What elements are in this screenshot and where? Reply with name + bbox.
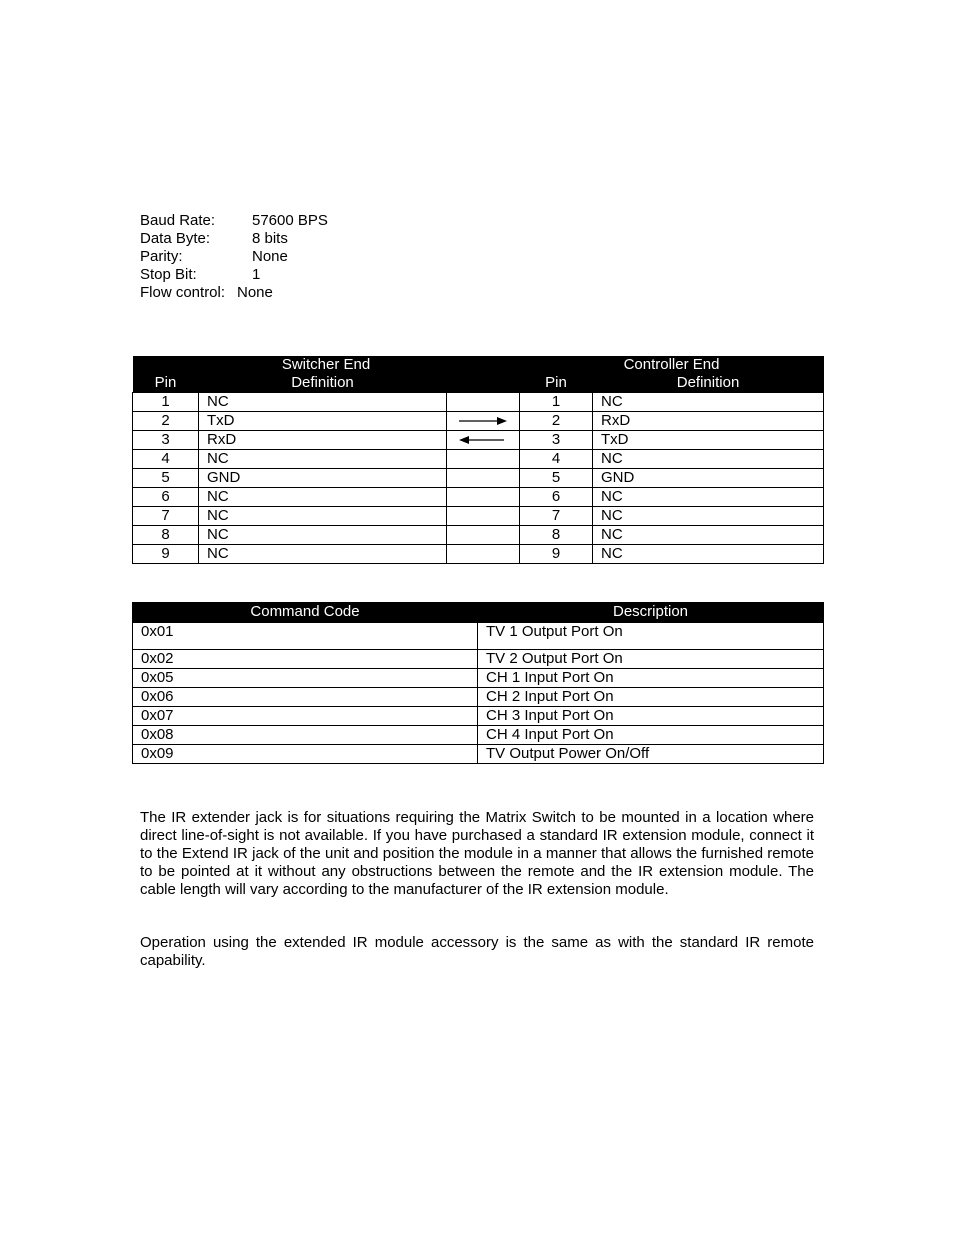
command-code: 0x08 bbox=[133, 726, 478, 745]
signal-direction bbox=[447, 431, 520, 450]
switcher-definition: RxD bbox=[199, 431, 447, 450]
table-row bbox=[133, 412, 824, 431]
switcher-pin: 1 bbox=[133, 393, 199, 412]
switcher-pin: 5 bbox=[133, 469, 199, 488]
switcher-definition: NC bbox=[199, 507, 447, 526]
command-code-header: Command Code bbox=[133, 603, 478, 623]
command-description: CH 2 Input Port On bbox=[478, 688, 824, 707]
controller-pin: 1 bbox=[520, 393, 593, 412]
controller-end-header: Controller End bbox=[520, 356, 824, 374]
command-description: TV 1 Output Port On bbox=[478, 623, 824, 650]
setting-label: Flow control: bbox=[140, 284, 226, 301]
switcher-definition: NC bbox=[199, 545, 447, 564]
signal-direction bbox=[447, 507, 520, 526]
pin-assignment-table bbox=[132, 356, 824, 564]
switcher-pin: 4 bbox=[133, 450, 199, 469]
switcher-definition: NC bbox=[199, 450, 447, 469]
switcher-pin: 2 bbox=[133, 412, 199, 431]
setting-value: 8 bits bbox=[252, 230, 288, 247]
controller-pin: 7 bbox=[520, 507, 593, 526]
table-row bbox=[133, 507, 824, 526]
switcher-definition-header: Definition bbox=[199, 374, 447, 393]
setting-label: Baud Rate: bbox=[140, 212, 216, 229]
command-code-table bbox=[132, 602, 824, 764]
switcher-end-header: Switcher End bbox=[133, 356, 520, 374]
pin-table-column-header bbox=[133, 374, 824, 393]
table-row bbox=[133, 545, 824, 564]
setting-label: Data Byte: bbox=[140, 230, 211, 247]
table-row bbox=[133, 745, 824, 764]
table-row bbox=[133, 650, 824, 669]
controller-definition: TxD bbox=[593, 431, 824, 450]
signal-direction bbox=[447, 488, 520, 507]
signal-direction bbox=[447, 450, 520, 469]
signal-direction bbox=[447, 393, 520, 412]
pin-table-group-header bbox=[133, 356, 824, 374]
controller-pin: 6 bbox=[520, 488, 593, 507]
setting-value: 1 bbox=[252, 266, 261, 283]
controller-definition: GND bbox=[593, 469, 824, 488]
table-row bbox=[133, 431, 824, 450]
signal-direction bbox=[447, 526, 520, 545]
switcher-definition: GND bbox=[199, 469, 447, 488]
command-table-header bbox=[133, 603, 824, 623]
switcher-definition: TxD bbox=[199, 412, 447, 431]
arrow-header bbox=[447, 374, 520, 393]
switcher-definition: NC bbox=[199, 393, 447, 412]
description-header: Description bbox=[478, 603, 824, 623]
command-code: 0x02 bbox=[133, 650, 478, 669]
controller-definition: NC bbox=[593, 488, 824, 507]
table-row bbox=[133, 469, 824, 488]
controller-pin: 5 bbox=[520, 469, 593, 488]
command-code: 0x06 bbox=[133, 688, 478, 707]
command-code: 0x07 bbox=[133, 707, 478, 726]
controller-definition: NC bbox=[593, 507, 824, 526]
table-row bbox=[133, 526, 824, 545]
switcher-pin-header: Pin bbox=[133, 374, 199, 393]
ir-extender-paragraph: The IR extender jack is for situations requiring the Matrix Switch to be mounted in a location where direct line-of-sight is not available. If you have purchased a standard IR extension module, connect it to the Extend IR jack of the unit and position the module in a manner that allows the furnished remote to be pointed at it without any obstructions between the remote and the IR extension module. The cable length will vary according to the manufacturer of the IR extension module. bbox=[140, 809, 814, 898]
signal-direction bbox=[447, 469, 520, 488]
table-row bbox=[133, 707, 824, 726]
table-row bbox=[133, 669, 824, 688]
switcher-definition: NC bbox=[199, 488, 447, 507]
table-row bbox=[133, 726, 824, 745]
switcher-pin: 6 bbox=[133, 488, 199, 507]
controller-definition: NC bbox=[593, 526, 824, 545]
command-description: CH 1 Input Port On bbox=[478, 669, 824, 688]
command-description: CH 3 Input Port On bbox=[478, 707, 824, 726]
command-code: 0x01 bbox=[133, 623, 478, 650]
controller-definition: NC bbox=[593, 393, 824, 412]
controller-pin: 9 bbox=[520, 545, 593, 564]
controller-definition: NC bbox=[593, 545, 824, 564]
controller-pin: 8 bbox=[520, 526, 593, 545]
setting-value: None bbox=[252, 248, 288, 265]
table-row bbox=[133, 623, 824, 650]
table-row bbox=[133, 393, 824, 412]
setting-label: Stop Bit: bbox=[140, 266, 197, 283]
switcher-pin: 9 bbox=[133, 545, 199, 564]
command-code: 0x05 bbox=[133, 669, 478, 688]
right-arrow-icon bbox=[447, 417, 519, 425]
command-description: TV 2 Output Port On bbox=[478, 650, 824, 669]
controller-pin-header: Pin bbox=[520, 374, 593, 393]
controller-pin: 4 bbox=[520, 450, 593, 469]
controller-definition: RxD bbox=[593, 412, 824, 431]
left-arrow-icon bbox=[447, 436, 519, 444]
setting-label: Parity: bbox=[140, 248, 183, 265]
signal-direction bbox=[447, 545, 520, 564]
switcher-pin: 8 bbox=[133, 526, 199, 545]
command-description: CH 4 Input Port On bbox=[478, 726, 824, 745]
command-description: TV Output Power On/Off bbox=[478, 745, 824, 764]
command-code: 0x09 bbox=[133, 745, 478, 764]
ir-operation-paragraph: Operation using the extended IR module accessory is the same as with the standard IR remote capability. bbox=[140, 934, 814, 969]
table-row bbox=[133, 450, 824, 469]
signal-direction bbox=[447, 412, 520, 431]
controller-definition: NC bbox=[593, 450, 824, 469]
switcher-pin: 3 bbox=[133, 431, 199, 450]
switcher-pin: 7 bbox=[133, 507, 199, 526]
controller-pin: 3 bbox=[520, 431, 593, 450]
controller-definition-header: Definition bbox=[593, 374, 824, 393]
table-row bbox=[133, 488, 824, 507]
table-row bbox=[133, 688, 824, 707]
switcher-definition: NC bbox=[199, 526, 447, 545]
controller-pin: 2 bbox=[520, 412, 593, 431]
setting-value: 57600 BPS bbox=[252, 212, 328, 229]
setting-value: None bbox=[237, 284, 273, 301]
